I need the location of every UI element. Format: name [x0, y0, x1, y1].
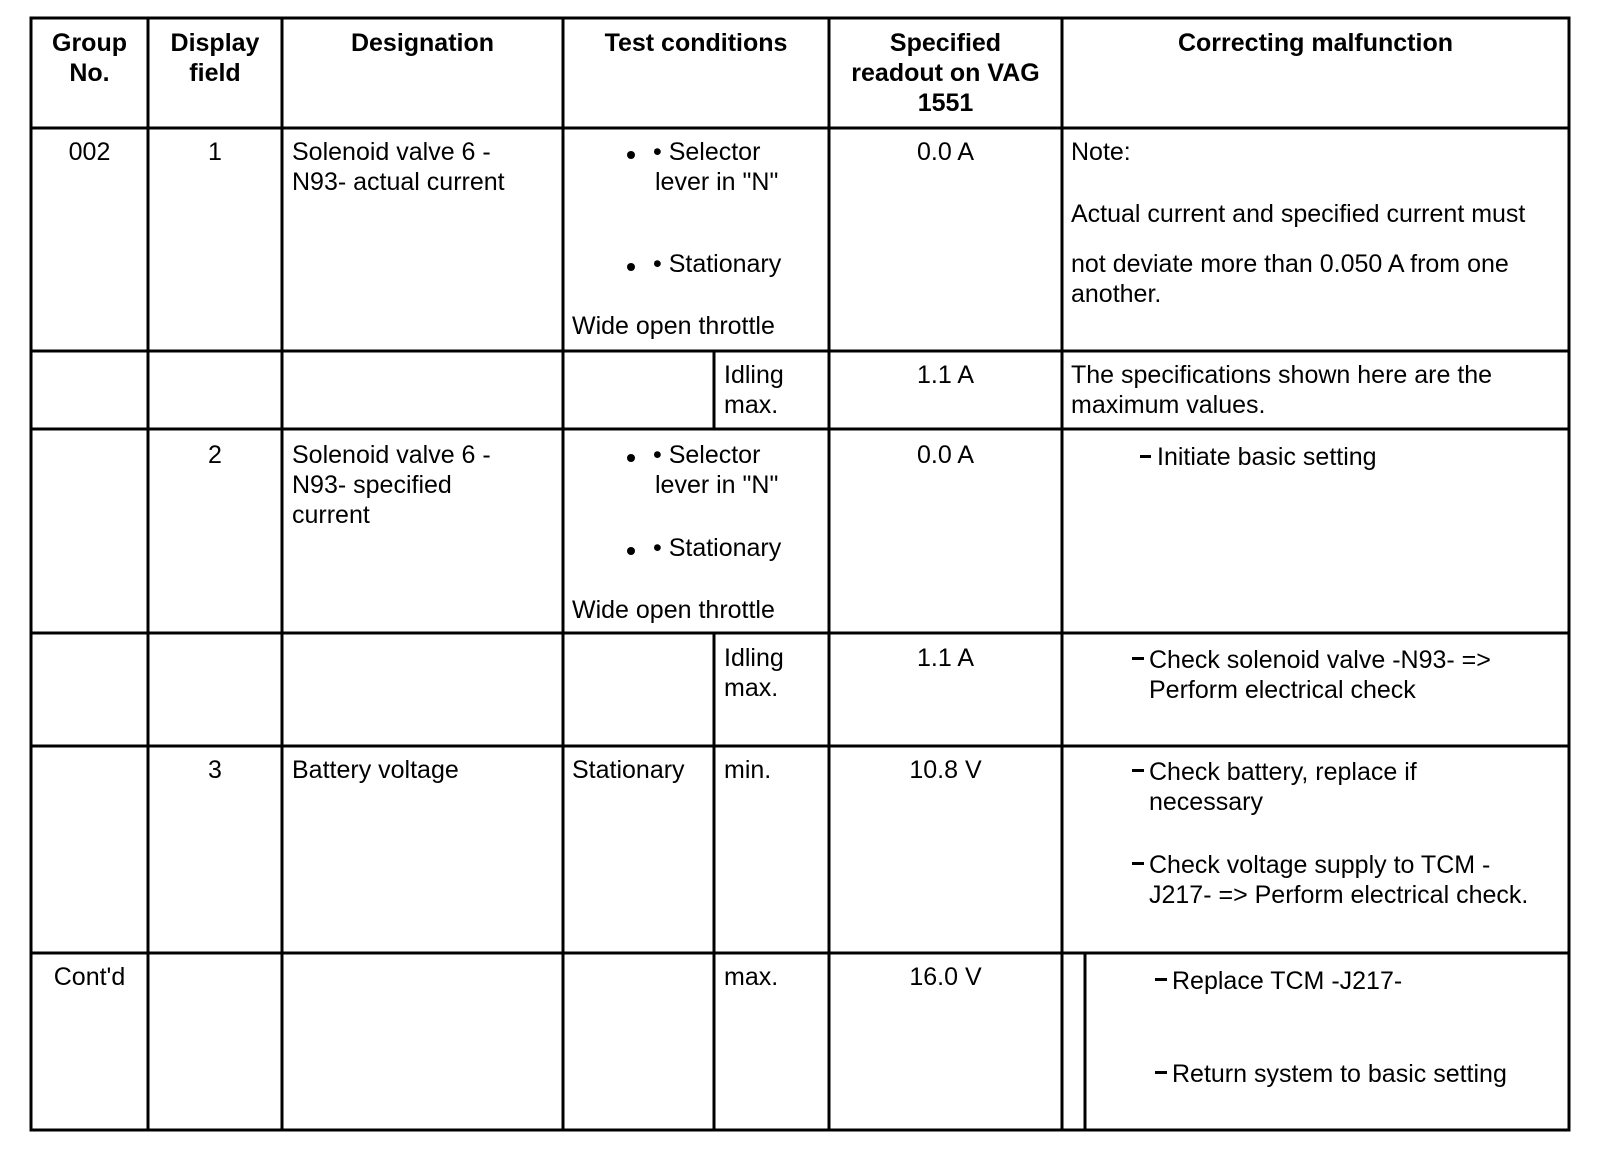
r5-correcting-2: Check voltage supply to TCM - J217- => Perform electrical check.: [1149, 851, 1529, 909]
r5-readout: 10.8 V: [909, 756, 982, 784]
r2-readout: 1.1 A: [917, 361, 974, 389]
r1-cond-stationary: • Stationary: [653, 250, 782, 278]
r3-correcting: Initiate basic setting: [1157, 443, 1377, 471]
r1-cond-throttle: Wide open throttle: [572, 312, 775, 340]
header-designation: Designation: [350, 29, 495, 57]
r1-note-line3: another.: [1071, 280, 1162, 308]
r2-cond-idling: Idling max.: [724, 361, 784, 419]
r1-designation: Solenoid valve 6 - N93- actual current: [292, 138, 505, 196]
header-display-field: Display field: [170, 29, 260, 87]
r1-note-line1: Actual current and specified current must: [1071, 200, 1526, 228]
r3-designation: Solenoid valve 6 - N93- specified current: [292, 441, 491, 529]
r3-readout: 0.0 A: [917, 441, 974, 469]
r1-cond-selector: • Selector lever in "N": [653, 138, 779, 196]
dash-icon: [1155, 1071, 1167, 1074]
r3-display-field: 2: [208, 441, 222, 469]
r4-correcting: Check solenoid valve -N93- => Perform electrical check: [1149, 646, 1491, 704]
bullet-icon: [627, 454, 635, 462]
dash-icon: [1140, 455, 1151, 458]
r6-group-no: Cont'd: [53, 963, 126, 991]
r6-correcting-2: Return system to basic setting: [1172, 1060, 1507, 1088]
r6-correcting-1: Replace TCM -J217-: [1172, 967, 1403, 995]
r3-cond-stationary: • Stationary: [653, 534, 782, 562]
r2-correcting: The specifications shown here are the maximum values.: [1071, 361, 1493, 419]
r5-correcting-1: Check battery, replace if necessary: [1149, 758, 1417, 816]
header-correcting-malfunction: Correcting malfunction: [1177, 29, 1453, 57]
r4-readout: 1.1 A: [917, 644, 974, 672]
r1-display-field: 1: [208, 138, 222, 166]
header-test-conditions: Test conditions: [604, 29, 788, 57]
dash-icon: [1155, 978, 1167, 981]
bullet-icon: [627, 547, 635, 555]
header-specified-readout: Specified readout on VAG 1551: [851, 29, 1040, 117]
r3-cond-throttle: Wide open throttle: [572, 596, 775, 624]
bullet-icon: [627, 151, 635, 159]
header-group-no: Group No.: [52, 29, 127, 87]
r4-cond-idling: Idling max.: [724, 644, 784, 702]
r5-cond-stationary: Stationary: [572, 756, 685, 784]
dash-icon: [1132, 769, 1144, 772]
r6-readout: 16.0 V: [909, 963, 982, 991]
dash-icon: [1132, 862, 1144, 865]
r5-designation: Battery voltage: [292, 756, 459, 784]
r1-note-line2: not deviate more than 0.050 A from one: [1071, 250, 1509, 278]
r1-readout: 0.0 A: [917, 138, 974, 166]
bullet-icon: [627, 263, 635, 271]
r3-cond-selector: • Selector lever in "N": [653, 441, 779, 499]
dash-icon: [1132, 657, 1144, 660]
r6-cond-max: max.: [724, 963, 779, 991]
r1-group-no: 002: [68, 138, 111, 166]
r5-display-field: 3: [208, 756, 222, 784]
r1-note-title: Note:: [1071, 138, 1131, 166]
r5-cond-min: min.: [724, 756, 772, 784]
